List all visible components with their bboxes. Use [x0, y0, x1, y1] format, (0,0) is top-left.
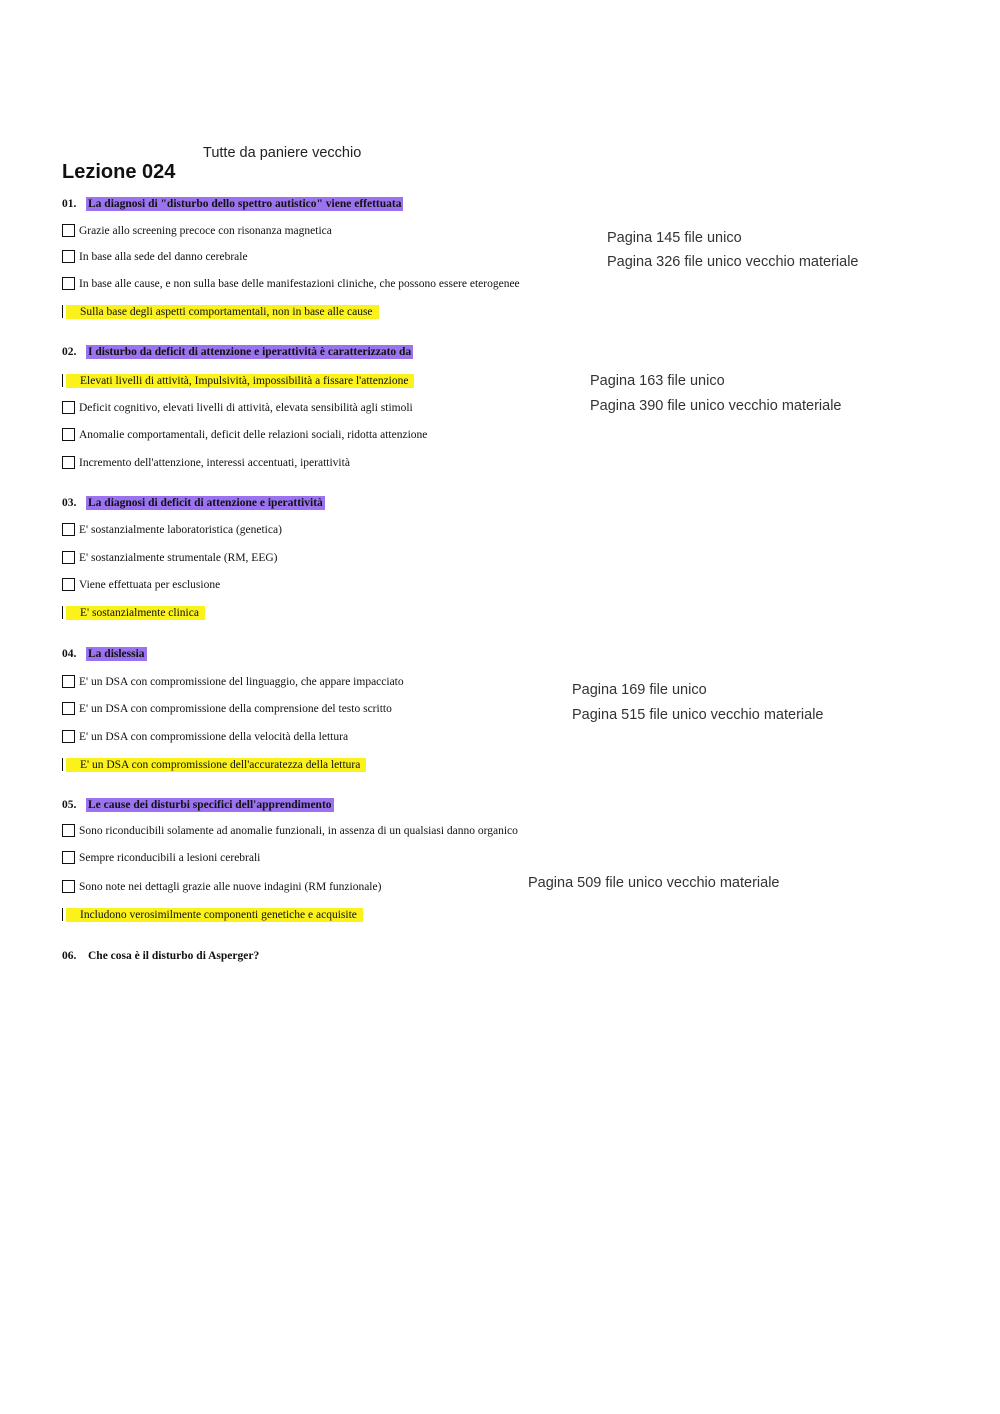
option-text: Anomalie comportamentali, deficit delle relazioni sociali, ridotta attenzione [79, 428, 428, 441]
page-reference: Pagina 169 file unico [572, 682, 707, 698]
checkbox[interactable] [62, 702, 75, 715]
answer-option[interactable] [62, 222, 332, 239]
option-text: E' sostanzialmente laboratoristica (genetica) [79, 523, 282, 536]
answer-option[interactable] [62, 576, 220, 593]
checkbox[interactable] [62, 250, 75, 263]
option-text: Deficit cognitivo, elevati livelli di attività, elevata sensibilità agli stimoli [79, 401, 413, 414]
question-02 [62, 345, 413, 359]
page-reference: Pagina 163 file unico [590, 373, 725, 389]
option-text: Sempre riconducibili a lesioni cerebrali [79, 851, 261, 864]
option-text: E' sostanzialmente clinica [66, 606, 205, 620]
question-text: La dislessia [88, 648, 145, 660]
answer-option[interactable] [62, 399, 413, 416]
question-text: Che cosa è il disturbo di Asperger? [88, 950, 260, 962]
option-text: E' un DSA con compromissione dell'accuratezza della lettura [66, 758, 366, 772]
question-06 [62, 949, 261, 963]
checkbox[interactable] [62, 428, 75, 441]
question-04 [62, 647, 147, 661]
option-text: Sulla base degli aspetti comportamentali, non in base alle cause [66, 305, 379, 319]
option-text: E' un DSA con compromissione della comprensione del testo scritto [79, 702, 392, 715]
checkbox[interactable] [62, 880, 75, 893]
option-text: E' un DSA con compromissione del linguaggio, che appare impacciato [79, 675, 404, 688]
option-text: Grazie allo screening precoce con risonanza magnetica [79, 224, 332, 237]
answer-option-correct[interactable] [62, 303, 379, 320]
answer-option[interactable] [62, 521, 282, 538]
option-text: In base alle cause, e non sulla base delle manifestazioni cliniche, che possono essere eterogenee [79, 277, 520, 290]
checkbox[interactable] [62, 551, 75, 564]
header-note: Tutte da paniere vecchio [203, 145, 362, 161]
question-text: I disturbo da deficit di attenzione e iperattività è caratterizzato da [88, 346, 412, 358]
checkbox[interactable] [62, 675, 75, 688]
option-text: In base alla sede del danno cerebrale [79, 250, 248, 263]
question-text: Le cause dei disturbi specifici dell'apprendimento [88, 799, 332, 811]
page-reference: Pagina 326 file unico vecchio materiale [607, 254, 859, 270]
checkbox[interactable] [62, 401, 75, 414]
option-text: Incremento dell'attenzione, interessi accentuati, iperattività [79, 456, 350, 469]
page-reference: Pagina 515 file unico vecchio materiale [572, 707, 824, 723]
question-05 [62, 798, 334, 812]
checkbox[interactable] [62, 851, 75, 864]
question-number: 05. [62, 799, 77, 811]
checkbox[interactable] [62, 277, 75, 290]
question-text: La diagnosi di deficit di attenzione e iperattività [88, 497, 323, 509]
answer-option[interactable] [62, 275, 520, 292]
question-number: 01. [62, 198, 77, 210]
answer-option[interactable] [62, 454, 350, 471]
answer-option-correct[interactable] [62, 372, 414, 389]
answer-option-correct[interactable] [62, 604, 205, 621]
page-reference: Pagina 390 file unico vecchio materiale [590, 398, 842, 414]
answer-option-correct[interactable] [62, 756, 366, 773]
answer-option[interactable] [62, 549, 277, 566]
answer-option-correct[interactable] [62, 906, 363, 923]
lesson-title: Lezione 024 [62, 161, 176, 183]
question-text: La diagnosi di "disturbo dello spettro autistico" viene effettuata [88, 198, 402, 210]
option-text: E' sostanzialmente strumentale (RM, EEG) [79, 551, 278, 564]
option-text: Sono note nei dettagli grazie alle nuove indagini (RM funzionale) [79, 880, 382, 893]
checkbox[interactable] [62, 730, 75, 743]
question-number: 02. [62, 346, 77, 358]
checkbox[interactable] [62, 824, 75, 837]
option-text: E' un DSA con compromissione della velocità della lettura [79, 730, 349, 743]
checkbox[interactable] [62, 456, 75, 469]
answer-option[interactable] [62, 426, 427, 443]
question-number: 06. [62, 950, 77, 962]
option-text: Elevati livelli di attività, Impulsività, impossibilità a fissare l'attenzione [66, 374, 414, 388]
question-number: 03. [62, 497, 77, 509]
option-text: Includono verosimilmente componenti genetiche e acquisite [66, 908, 363, 922]
question-01 [62, 197, 403, 211]
page-reference: Pagina 145 file unico [607, 230, 742, 246]
page-reference: Pagina 509 file unico vecchio materiale [528, 875, 780, 891]
checkbox[interactable] [62, 224, 75, 237]
answer-option[interactable] [62, 728, 348, 745]
answer-option[interactable] [62, 849, 260, 866]
option-text: Sono riconducibili solamente ad anomalie funzionali, in assenza di un qualsiasi danno organico [79, 824, 518, 837]
answer-option[interactable] [62, 700, 392, 717]
question-03 [62, 496, 325, 510]
checkbox[interactable] [62, 578, 75, 591]
answer-option[interactable] [62, 673, 404, 690]
question-number: 04. [62, 648, 77, 660]
answer-option[interactable] [62, 248, 248, 265]
option-text: Viene effettuata per esclusione [79, 578, 221, 591]
answer-option[interactable] [62, 822, 518, 839]
checkbox[interactable] [62, 523, 75, 536]
answer-option[interactable] [62, 878, 381, 895]
